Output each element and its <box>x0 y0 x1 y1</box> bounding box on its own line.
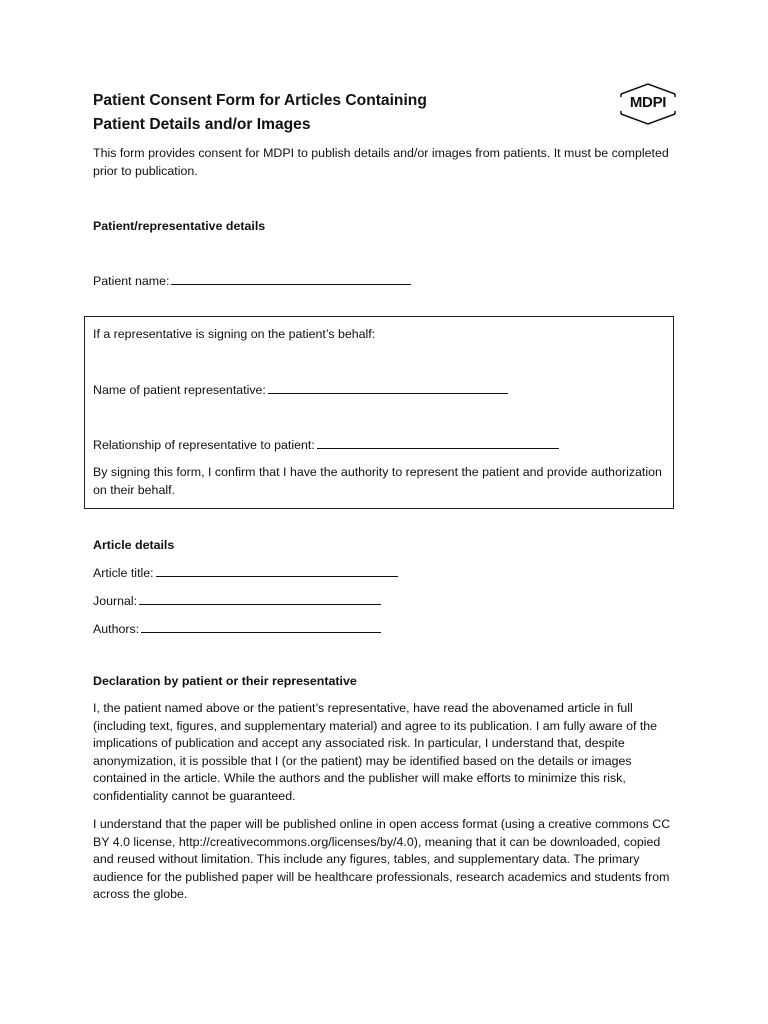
form-title-line-1: Patient Consent Form for Articles Containing <box>93 92 427 109</box>
declaration-paragraph-1: I, the patient named above or the patient’s representative, have read the abovenamed article in full (including text, figures, and supplementary material) and agree to its publication. I am fully aware of the implications of publication and accept any associated risk. In particular, I understand that, despite anonymization, it is possible that I (or the patient) may be identified based on the details or images contained in the article. While the authors and the publisher will make efforts to minimize this risk, confidentiality cannot be guaranteed. <box>93 701 658 803</box>
patient-details-heading: Patient/representative details <box>93 219 266 233</box>
representative-name-row <box>93 381 508 400</box>
authors-row <box>93 620 381 639</box>
patient-name-field[interactable] <box>171 272 411 285</box>
declaration-paragraph-2: I understand that the paper will be published online in open access format (using a creative commons CC BY 4.0 license, http://creativecommons.org/licenses/by/4.0), meaning that it can be downloaded, copied and reused without limitation. This include any figures, tables, and supplementary data. The primary audience for the published paper will be healthcare professionals, research academics and students from across the globe. <box>93 817 671 901</box>
authors-label: Authors: <box>93 622 140 636</box>
form-title-line-2: Patient Details and/or Images <box>93 116 311 133</box>
article-title-field[interactable] <box>156 564 398 577</box>
form-intro: This form provides consent for MDPI to publish details and/or images from patients. It must be completed prior to publication. <box>93 146 669 178</box>
patient-name-label: Patient name: <box>93 274 170 288</box>
article-title-row <box>93 564 398 583</box>
representative-relationship-field[interactable] <box>317 436 559 449</box>
representative-authority-statement: By signing this form, I confirm that I have the authority to represent the patient and provide authorization on their behalf. <box>93 465 662 497</box>
representative-intro: If a representative is signing on the patient’s behalf: <box>93 327 376 341</box>
authors-field[interactable] <box>141 620 381 633</box>
representative-relationship-label: Relationship of representative to patient: <box>93 438 315 452</box>
representative-name-field[interactable] <box>268 381 508 394</box>
article-title-label: Article title: <box>93 566 154 580</box>
representative-name-label: Name of patient representative: <box>93 383 266 397</box>
representative-relationship-row <box>93 436 559 455</box>
representative-box <box>84 316 674 509</box>
journal-field[interactable] <box>139 592 381 605</box>
journal-label: Journal: <box>93 594 138 608</box>
patient-name-row <box>93 272 411 291</box>
journal-row <box>93 592 381 611</box>
article-details-heading: Article details <box>93 538 175 552</box>
declaration-heading: Declaration by patient or their representative <box>93 674 357 688</box>
form-title <box>93 89 573 137</box>
mdpi-logo <box>619 83 677 125</box>
mdpi-logo-text: MDPI <box>629 94 667 111</box>
